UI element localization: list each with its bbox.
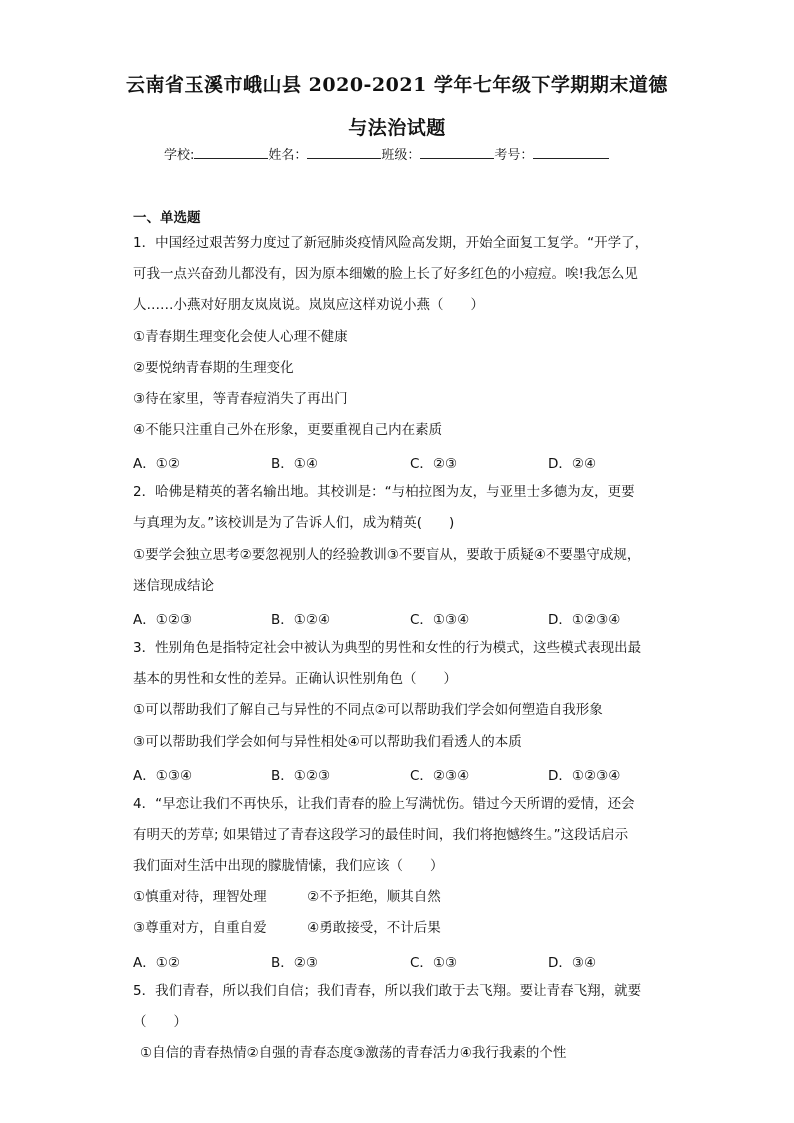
option-d[interactable]: D．①②③④: [548, 768, 621, 784]
exam-number-blank[interactable]: [533, 144, 609, 159]
question-text-line: ①可以帮助我们了解自己与异性的不同点②可以帮助我们学会如何塑造自我形象: [133, 702, 603, 718]
exam-title-line1: 云南省玉溪市峨山县 2020-2021 学年七年级下学期期末道德: [126, 74, 668, 96]
option-c[interactable]: C．①③④: [410, 612, 470, 628]
school-label: 学校:: [164, 148, 195, 163]
exam-title-line2: 与法治试题: [348, 117, 446, 139]
option-c[interactable]: C．①③: [410, 955, 458, 971]
name-blank[interactable]: [307, 144, 381, 159]
question-text-line: （ ）: [133, 1014, 187, 1030]
question-text-line: ③尊重对方，自重自爱 ④勇敢接受，不计后果: [133, 920, 441, 936]
option-b[interactable]: B．①④: [271, 456, 318, 472]
option-d[interactable]: D．②④: [548, 456, 597, 472]
option-d[interactable]: D．①②③④: [548, 612, 621, 628]
statement-line: ②要悦纳青春期的生理变化: [133, 360, 294, 376]
statement-line: ③待在家里，等青春痘消失了再出门: [133, 391, 348, 407]
question-text-line: 与真理为友。”该校训是为了告诉人们，成为精英( ): [133, 515, 455, 531]
answer-options: [133, 764, 673, 782]
question-text-line: 有明天的芳草; 如果错过了青春这段学习的最佳时间，我们将抱憾终生。”这段话启示: [133, 827, 629, 843]
option-d[interactable]: D．③④: [548, 955, 597, 971]
statement-line: ④不能只注重自己外在形象，更要重视自己内在素质: [133, 422, 443, 438]
option-c[interactable]: C．②③④: [410, 768, 470, 784]
option-a[interactable]: A．①②③: [133, 612, 193, 628]
option-c[interactable]: C．②③: [410, 456, 458, 472]
option-b[interactable]: B．②③: [271, 955, 318, 971]
statement-line: ①青春期生理变化会使人心理不健康: [133, 329, 348, 345]
question-text-line: ①要学会独立思考②要忽视别人的经验教训③不要盲从，要敢于质疑④不要墨守成规，: [133, 547, 641, 563]
question-text-line: 2．哈佛是精英的著名输出地。其校训是：“与柏拉图为友，与亚里士多德为友，更要: [133, 484, 635, 500]
exam-number-label: 考号：: [494, 148, 534, 163]
question-text-line: 我们面对生活中出现的朦胧情愫，我们应该（ ）: [133, 858, 444, 874]
student-info-row: [164, 144, 609, 163]
school-blank[interactable]: [194, 144, 268, 159]
question-text-line: ③可以帮助我们学会如何与异性相处④可以帮助我们看透人的本质: [133, 734, 522, 750]
option-b[interactable]: B．①②④: [271, 612, 331, 628]
question-text-line: 基本的男性和女性的差异。正确认识性别角色（ ）: [133, 671, 457, 687]
question-text-line: 可我一点兴奋劲儿都没有，因为原本细嫩的脸上长了好多红色的小痘痘。唉!我怎么见: [133, 266, 638, 282]
option-b[interactable]: B．①②③: [271, 768, 331, 784]
question-text-line: 5．我们青春，所以我们自信；我们青春，所以我们敢于去飞翔。要让青春飞翔，就要: [133, 983, 642, 999]
question-text-line: 4．“早恋让我们不再快乐，让我们青春的脸上写满忧伤。错过今天所谓的爱情，还会: [133, 796, 635, 812]
question-text-line: 3．性别角色是指特定社会中被认为典型的男性和女性的行为模式，这些模式表现出最: [133, 640, 642, 656]
class-blank[interactable]: [420, 144, 494, 159]
question-text-line: 1．中国经过艰苦努力度过了新冠肺炎疫情风险高发期，开始全面复工复学。“开学了，: [133, 235, 649, 251]
class-label: 班级：: [381, 148, 421, 163]
answer-options: [133, 951, 673, 969]
answer-options: [133, 608, 673, 626]
question-text-line: 人……小燕对好朋友岚岚说。岚岚应这样劝说小燕（ ）: [133, 297, 484, 313]
name-label: 姓名：: [268, 148, 308, 163]
option-a[interactable]: A．①②: [133, 456, 180, 472]
question-text-line: 迷信现成结论: [133, 578, 214, 594]
section-title: 一、单选题: [133, 210, 201, 226]
question-text-line: ①慎重对待，理智处理 ②不予拒绝，顺其自然: [133, 889, 441, 905]
question-text-line: ①自信的青春热情②自强的青春态度③激荡的青春活力④我行我素的个性: [140, 1045, 567, 1061]
option-a[interactable]: A．①③④: [133, 768, 193, 784]
answer-options: [133, 452, 673, 470]
option-a[interactable]: A．①②: [133, 955, 180, 971]
